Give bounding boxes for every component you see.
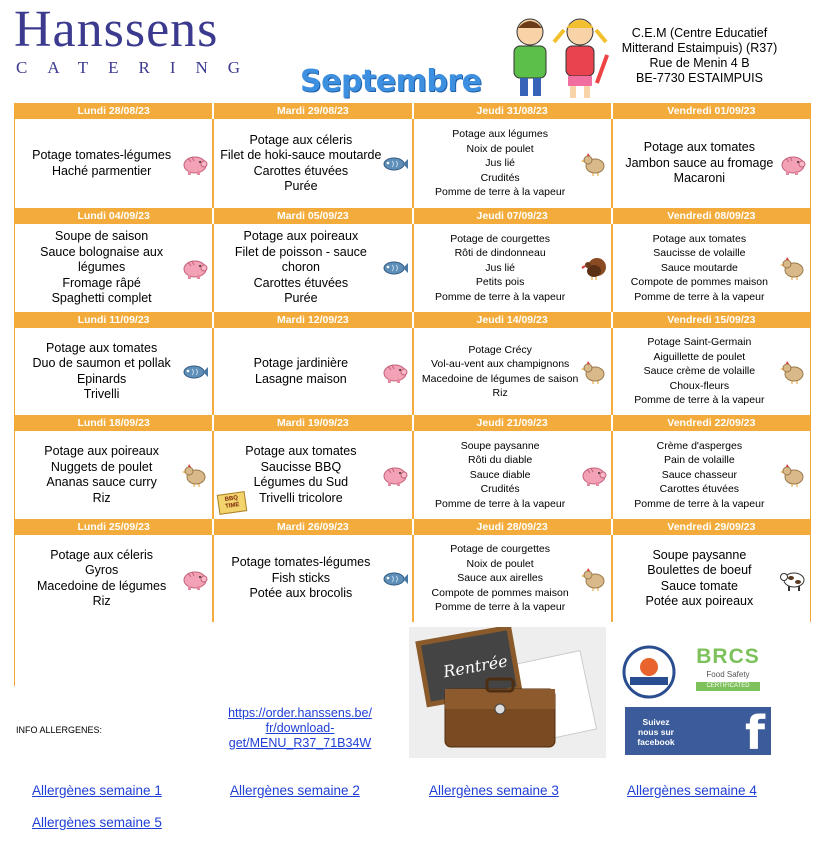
menu-item: Vol-au-vent aux champignons [430, 358, 570, 370]
menu-item: Saucisse de volaille [653, 247, 746, 260]
rentree-briefcase-illustration [409, 627, 606, 758]
menu-item: Carottes étuvées [253, 163, 349, 178]
menu-item: Trivelli [83, 387, 120, 401]
day-header: Mardi 29/08/23 [214, 103, 413, 119]
menu-item: Trivelli tricolore [259, 490, 343, 505]
menu-item: Noix de poulet [466, 142, 534, 155]
menu-item: Potage Saint-Germain [647, 336, 752, 349]
day-menu-cell [214, 535, 413, 622]
menu-item: Potage Crécy [468, 343, 532, 356]
menu-item: Potage aux légumes [452, 128, 548, 141]
week-header-row [15, 415, 810, 431]
url-line[interactable]: get/MENU_R37_71B34W [228, 736, 372, 750]
day-menu-cell [414, 535, 613, 622]
school-line: C.E.M (Centre Educatief [631, 26, 768, 40]
week-menu-row [15, 431, 810, 519]
menu-item: Soupe paysanne [460, 439, 540, 452]
menu-item: Soupe de saison [55, 229, 149, 244]
menu-item: Ananas sauce curry [46, 475, 157, 489]
menu-item: Filet de hoki-sauce moutarde [220, 148, 382, 162]
pig-icon [382, 360, 408, 384]
pig-icon [780, 152, 806, 176]
day-header: Mardi 19/09/23 [214, 415, 413, 431]
menu-items [19, 229, 184, 307]
day-menu-cell [214, 224, 413, 312]
menu-item: Potage de courgettes [450, 543, 551, 556]
menu-item: Lasagne maison [255, 371, 347, 386]
day-header: Mardi 12/09/23 [214, 312, 413, 328]
menu-item: Jus lié [485, 261, 515, 274]
menu-item: Potage tomates-légumes [32, 148, 172, 162]
day-header: Mardi 26/09/23 [214, 519, 413, 535]
menu-grid [14, 103, 811, 622]
menu-item: Macedoine de légumes [37, 578, 167, 593]
menu-item: Sauce moutarde [660, 261, 738, 274]
menu-item: Carottes étuvées [253, 275, 349, 290]
pig-icon [382, 463, 408, 487]
school-address [612, 26, 787, 86]
url-line[interactable]: https://order.hanssens.be/ [228, 706, 372, 720]
day-header: Lundi 28/08/23 [15, 103, 214, 119]
menu-item: Saucisse BBQ [260, 459, 342, 474]
menu-item: Purée [284, 291, 318, 306]
menu-item: Pomme de terre à la vapeur [634, 394, 765, 407]
day-menu-cell [613, 328, 810, 415]
menu-item: Duo de saumon et pollak [32, 356, 171, 370]
day-menu-cell [214, 119, 413, 208]
school-line: Rue de Menin 4 B [649, 56, 750, 70]
pig-icon [182, 567, 208, 591]
menu-item: Potage aux tomates [643, 140, 755, 155]
menu-item: Sauce aux airelles [457, 572, 544, 585]
fish-icon [382, 152, 408, 176]
menu-item: Potage aux tomates [245, 444, 357, 458]
menu-item: Riz [92, 594, 111, 608]
rentree-text: Rentrée [441, 651, 509, 682]
week-menu-row [15, 119, 810, 208]
menu-item: Jambon sauce au fromage [625, 155, 774, 170]
turkey-icon [581, 256, 607, 280]
brc-food-safety-logo [692, 645, 764, 697]
menu-items [646, 548, 754, 610]
day-header: Lundi 18/09/23 [15, 415, 214, 431]
url-line[interactable]: fr/download- [265, 721, 335, 735]
cow-icon [780, 567, 806, 591]
menu-item: Rôti du diable [468, 454, 533, 467]
chicken-icon [780, 360, 806, 384]
menu-item: Carottes étuvées [659, 483, 740, 496]
menu-items [435, 439, 565, 512]
menu-items [422, 343, 578, 401]
day-header: Vendredi 29/09/23 [667, 521, 756, 533]
menu-item: Compote de pommes maison [630, 276, 768, 289]
menu-item: Pomme de terre à la vapeur [435, 497, 566, 510]
menu-item: Sauce crème de volaille [643, 365, 756, 378]
week-header-row [15, 519, 810, 535]
menu-item: Pomme de terre à la vapeur [435, 601, 566, 614]
menu-item: Rôti de dindonneau [454, 247, 546, 260]
facebook-text: Suivez nous sur facebook [637, 717, 675, 747]
menu-item: Potage aux tomates [652, 232, 747, 245]
day-menu-cell [414, 224, 613, 312]
chicken-icon [182, 463, 208, 487]
menu-items [631, 232, 768, 305]
brc-text: BRCS [696, 645, 760, 668]
day-menu-cell [214, 328, 413, 415]
allergen-link-week-2[interactable]: Allergènes semaine 2 [230, 783, 360, 798]
quality-seal-logo [622, 645, 676, 699]
day-header: Vendredi 08/09/23 [667, 210, 756, 222]
brc-certificated: CERTIFICATED [696, 682, 760, 691]
pig-icon [182, 256, 208, 280]
menu-item: Sauce diable [469, 468, 531, 481]
day-header: Jeudi 28/09/23 [414, 519, 613, 535]
menu-item: Haché parmentier [51, 163, 152, 178]
day-header: Lundi 11/09/23 [15, 312, 214, 328]
fish-icon [382, 256, 408, 280]
menu-item: Boulettes de boeuf [647, 563, 752, 577]
menu-item: Purée [284, 179, 318, 193]
day-header: Vendredi 01/09/23 [667, 105, 756, 117]
menu-download-link[interactable] [214, 706, 386, 751]
allergen-link-week-5[interactable]: Allergènes semaine 5 [32, 815, 162, 830]
menu-item: Pomme de terre à la vapeur [634, 290, 765, 303]
grid-left-rule [14, 620, 16, 686]
menu-item: Filet de poisson - sauce choron [234, 244, 367, 275]
hanssens-logo [14, 1, 299, 82]
day-menu-cell [15, 119, 214, 208]
day-header: Jeudi 31/08/23 [414, 103, 613, 119]
brc-subtitle: Food Safety [706, 670, 750, 679]
day-header: Jeudi 07/09/23 [414, 208, 613, 224]
menu-item: Epinards [76, 371, 127, 386]
menu-item: Fish sticks [271, 570, 331, 585]
logo-subtitle: CATERING [16, 58, 261, 77]
day-header: Mardi 05/09/23 [214, 208, 413, 224]
allergen-link-week-3[interactable]: Allergènes semaine 3 [429, 783, 559, 798]
menu-item: Potage aux poireaux [44, 444, 159, 458]
menu-item: Compote de pommes maison [431, 586, 569, 599]
month-title: Septembre [300, 64, 482, 99]
menu-items [435, 232, 565, 305]
menu-item: Potage aux poireaux [243, 229, 359, 244]
week-header-row [15, 103, 810, 119]
chicken-icon [581, 567, 607, 591]
day-menu-cell [613, 224, 810, 312]
menu-item: Choux-fleurs [669, 379, 730, 392]
day-header: Jeudi 14/09/23 [414, 312, 613, 328]
menu-items [634, 335, 764, 408]
menu-item: Jus lié [485, 157, 515, 170]
day-menu-cell [15, 328, 214, 415]
school-line: Mitterand Estaimpuis) (R37) [621, 41, 778, 55]
menu-items [32, 341, 170, 403]
menu-items [218, 229, 383, 307]
week-header-row [15, 208, 810, 224]
week-header-row [15, 312, 810, 328]
chicken-icon [780, 463, 806, 487]
menu-item: Légumes du Sud [253, 475, 349, 489]
menu-item: Potage aux tomates [46, 340, 158, 355]
menu-item: Sauce chasseur [661, 468, 738, 481]
menu-item: Macedoine de légumes de saison [421, 372, 579, 385]
menu-item: Potée aux brocolis [249, 586, 353, 601]
menu-item: Potage jardinière [253, 356, 349, 370]
day-menu-cell [414, 431, 613, 519]
day-menu-cell [613, 535, 810, 622]
chicken-icon [581, 360, 607, 384]
menu-item: Potage de courgettes [450, 232, 551, 245]
menu-item: Noix de poulet [466, 557, 534, 570]
chicken-icon [581, 152, 607, 176]
menu-item: Crème d'asperges [656, 439, 743, 452]
facebook-follow-banner[interactable] [625, 706, 771, 760]
menu-item: Pomme de terre à la vapeur [435, 290, 566, 303]
menu-item: Spaghetti complet [51, 291, 152, 306]
fish-icon [382, 567, 408, 591]
menu-item: Potage aux céleris [50, 547, 154, 562]
day-menu-cell [15, 535, 214, 622]
menu-items [32, 148, 171, 179]
day-menu-cell [15, 431, 214, 519]
school-kids-illustration [500, 10, 612, 102]
day-menu-cell [15, 224, 214, 312]
day-menu-cell [414, 328, 613, 415]
menu-item: Aiguillette de poulet [653, 350, 746, 363]
day-header: Lundi 04/09/23 [15, 208, 214, 224]
menu-items [435, 127, 565, 200]
week-menu-row [15, 535, 810, 622]
menu-item: Potée aux poireaux [645, 594, 754, 608]
menu-item: Fromage râpé [62, 275, 141, 290]
menu-items [634, 439, 764, 512]
menu-item: Pomme de terre à la vapeur [435, 186, 566, 199]
day-header: Lundi 25/09/23 [15, 519, 214, 535]
day-header: Vendredi 15/09/23 [667, 314, 756, 326]
menu-item: Petits pois [475, 276, 525, 289]
day-menu-cell [214, 431, 413, 519]
school-line: BE-7730 ESTAIMPUIS [636, 71, 763, 85]
menu-item: Potage aux céleris [249, 132, 353, 147]
menu-item: Riz [92, 490, 111, 505]
fish-icon [182, 360, 208, 384]
menu-items [231, 555, 370, 602]
menu-item: Crudités [480, 483, 520, 496]
menu-items [220, 133, 381, 195]
menu-item: Gyros [84, 563, 119, 577]
menu-items [625, 140, 773, 187]
menu-item: Pain de volaille [664, 454, 735, 467]
day-menu-cell [613, 119, 810, 208]
menu-item: Potage tomates-légumes [231, 555, 371, 570]
menu-item: Riz [492, 387, 508, 399]
allergen-link-week-4[interactable]: Allergènes semaine 4 [627, 783, 757, 798]
pig-icon [581, 463, 607, 487]
menu-items [245, 444, 356, 506]
menu-item: Nuggets de poulet [50, 459, 153, 474]
allergen-info-label: INFO ALLERGENES: [16, 725, 103, 735]
day-menu-cell [613, 431, 810, 519]
menu-item: Sauce bolognaise aux légumes [40, 244, 164, 275]
menu-items [254, 356, 349, 387]
menu-item: Sauce tomate [660, 578, 738, 593]
menu-items [432, 542, 569, 615]
pig-icon [182, 152, 208, 176]
day-header: Jeudi 21/09/23 [414, 415, 613, 431]
day-header: Vendredi 22/09/23 [667, 417, 756, 429]
bbq-time-badge: BBQ TIME [217, 491, 248, 515]
menu-items [37, 548, 166, 610]
menu-item: Crudités [480, 171, 520, 184]
allergen-link-week-1[interactable]: Allergènes semaine 1 [32, 783, 162, 798]
logo-wordmark: Hanssens [14, 1, 219, 58]
chicken-icon [780, 256, 806, 280]
menu-items [44, 444, 159, 506]
day-menu-cell [414, 119, 613, 208]
menu-item: Pomme de terre à la vapeur [634, 497, 765, 510]
menu-item: Macaroni [673, 171, 726, 186]
facebook-icon: f [744, 706, 765, 760]
menu-item: Soupe paysanne [652, 547, 747, 562]
week-menu-row [15, 328, 810, 415]
week-menu-row [15, 224, 810, 312]
